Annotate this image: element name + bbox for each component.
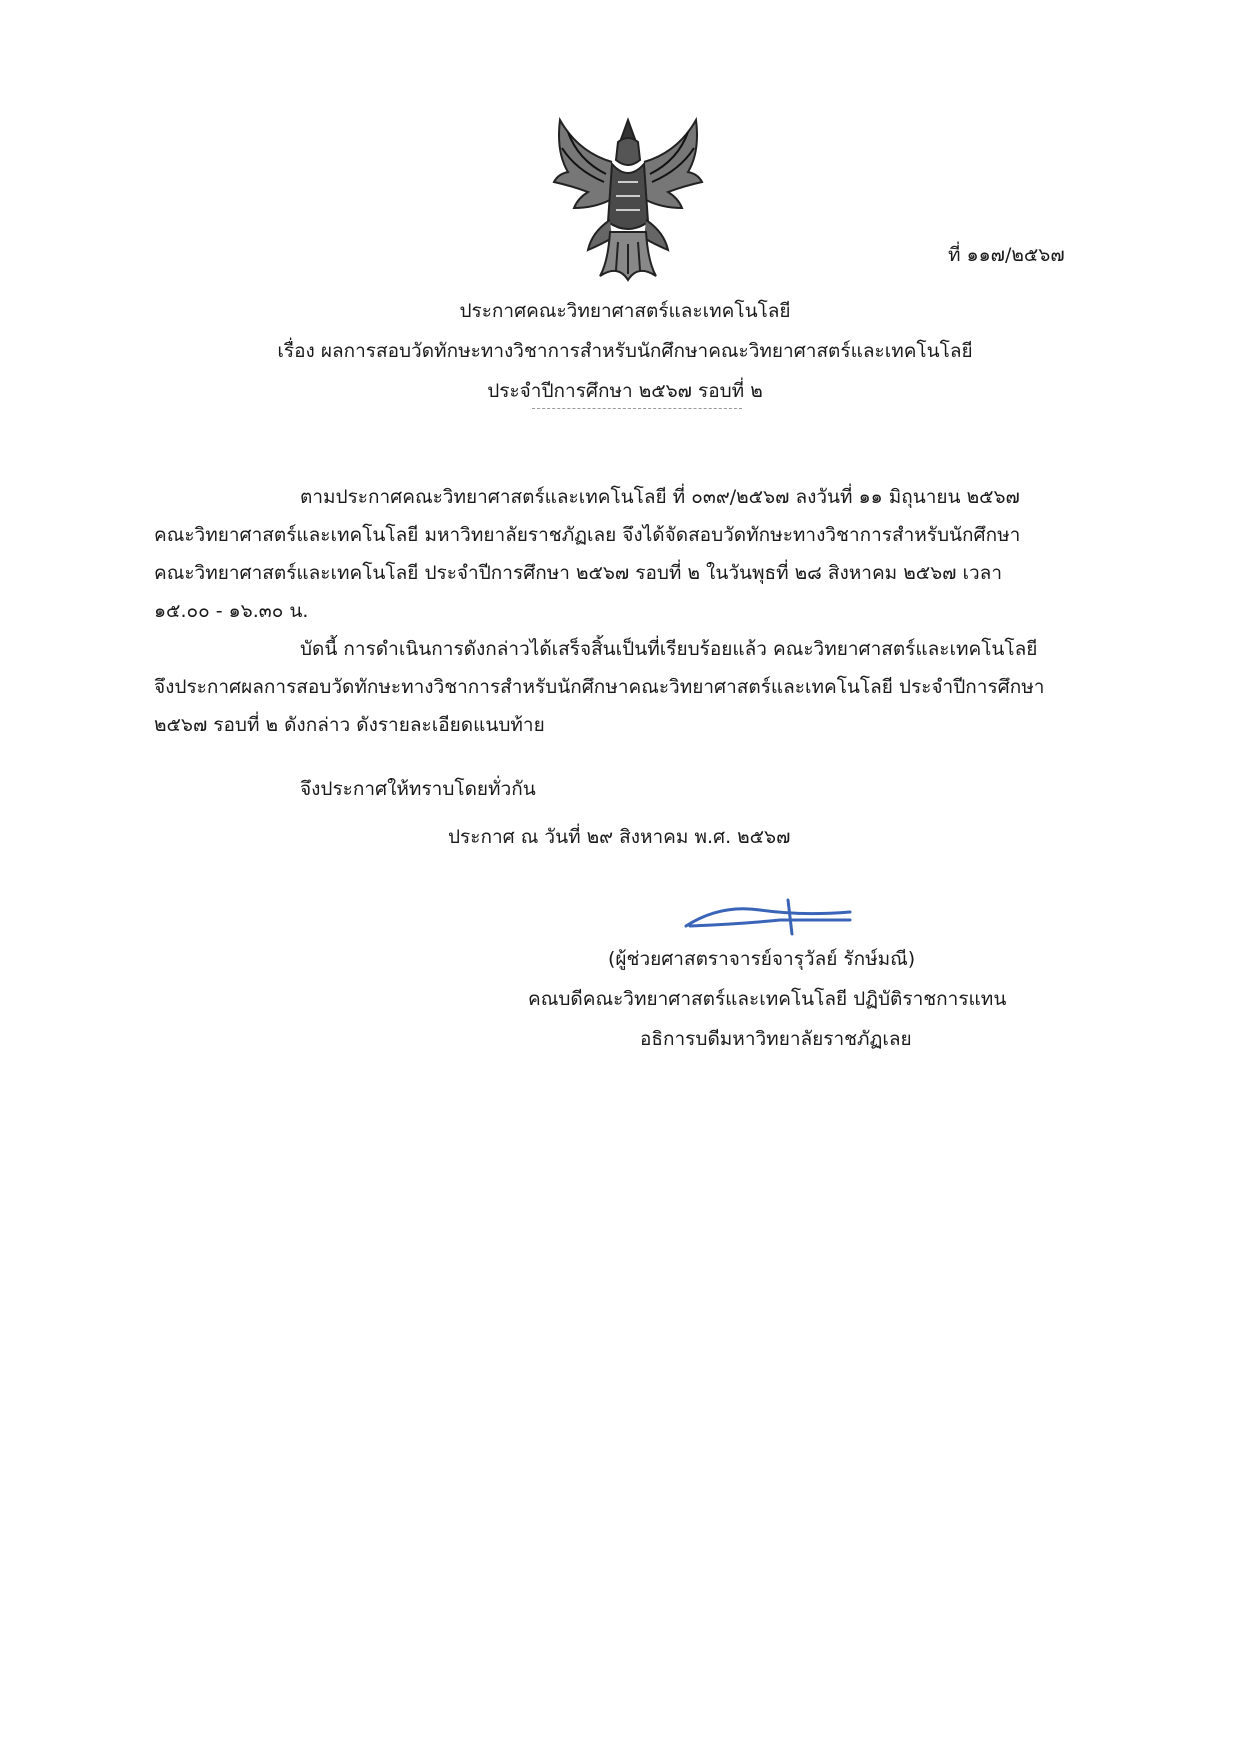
announcement-subject: เรื่อง ผลการสอบวัดทักษะทางวิชาการสำหรับนักศึกษาคณะวิทยาศาสตร์และเทคโนโลยี xyxy=(277,340,973,362)
announcement-date: ประกาศ ณ วันที่ ๒๙ สิงหาคม พ.ศ. ๒๕๖๗ xyxy=(448,826,791,848)
paragraph-2-line-1: บัดนี้ การดำเนินการดังกล่าวได้เสร็จสิ้นเป็นที่เรียบร้อยแล้ว คณะวิทยาศาสตร์และเทคโนโลยี xyxy=(300,638,1038,660)
title-separator xyxy=(532,408,742,409)
handwritten-signature-icon xyxy=(680,896,860,936)
paragraph-1-line-1: ตามประกาศคณะวิทยาศาสตร์และเทคโนโลยี ที่ ๐๓๙/๒๕๖๗ ลงวันที่ ๑๑ มิถุนายน ๒๕๖๗ xyxy=(300,486,1020,508)
announcement-title: ประกาศคณะวิทยาศาสตร์และเทคโนโลยี xyxy=(459,300,791,322)
signatory-title-1: คณบดีคณะวิทยาศาสตร์และเทคโนโลยี ปฏิบัติราชการแทน xyxy=(528,988,1007,1010)
paragraph-2-line-2: จึงประกาศผลการสอบวัดทักษะทางวิชาการสำหรับนักศึกษาคณะวิทยาศาสตร์และเทคโนโลยี ประจำปีการศึกษา xyxy=(154,676,1045,698)
paragraph-1-line-4: ๑๕.๐๐ - ๑๖.๓๐ น. xyxy=(154,600,309,622)
academic-year-round: ประจำปีการศึกษา ๒๕๖๗ รอบที่ ๒ xyxy=(487,380,763,402)
signatory-name: (ผู้ช่วยศาสตราจารย์จารุวัลย์ รักษ์มณี) xyxy=(608,948,916,970)
closing-statement: จึงประกาศให้ทราบโดยทั่วกัน xyxy=(300,778,536,800)
document-number: ที่ ๑๑๗/๒๕๖๗ xyxy=(948,244,1065,266)
paragraph-2-line-3: ๒๕๖๗ รอบที่ ๒ ดังกล่าว ดังรายละเอียดแนบท้าย xyxy=(154,714,545,736)
signatory-title-2: อธิการบดีมหาวิทยาลัยราชภัฏเลย xyxy=(640,1028,912,1050)
garuda-emblem-icon xyxy=(548,112,708,282)
paragraph-1-line-3: คณะวิทยาศาสตร์และเทคโนโลยี ประจำปีการศึกษา ๒๕๖๗ รอบที่ ๒ ในวันพุธที่ ๒๘ สิงหาคม ๒๕๖๗ เวลา xyxy=(154,562,1002,584)
paragraph-1-line-2: คณะวิทยาศาสตร์และเทคโนโลยี มหาวิทยาลัยราชภัฏเลย จึงได้จัดสอบวัดทักษะทางวิชาการสำหรับนักศึกษา xyxy=(154,524,1021,546)
